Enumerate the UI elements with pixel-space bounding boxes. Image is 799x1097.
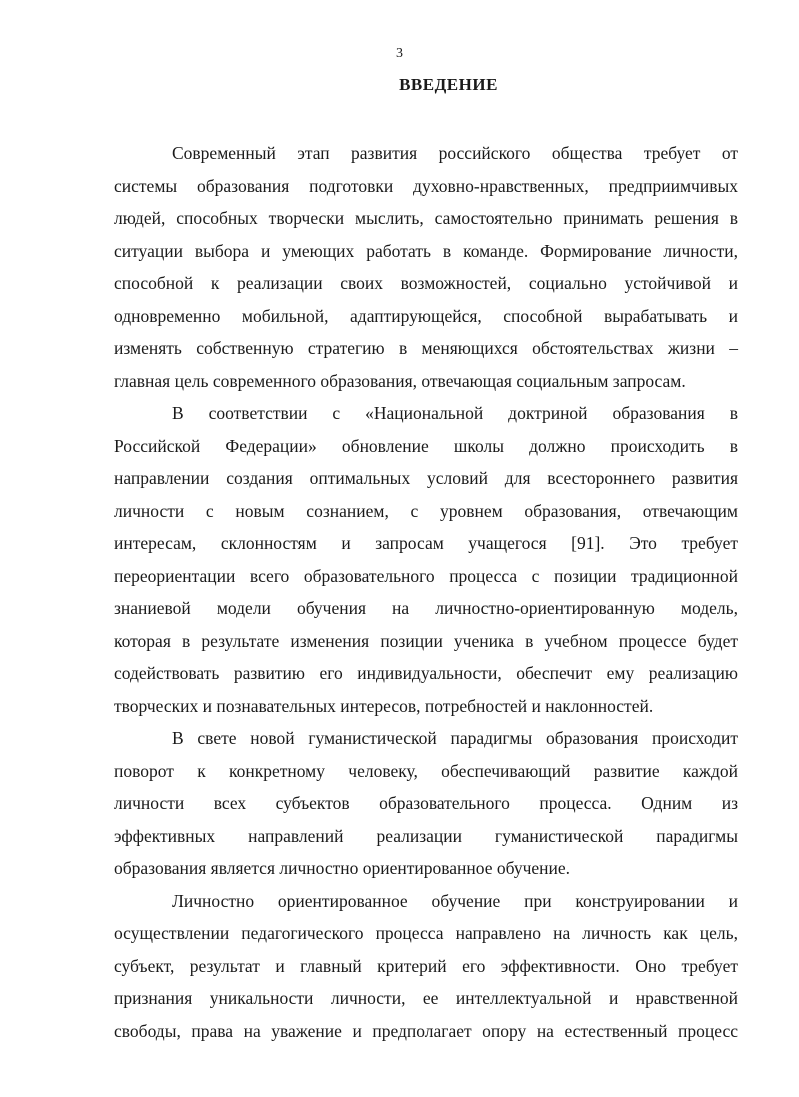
text-line: поворот к конкретному человеку, обеспечивающий развитие каждой	[114, 760, 738, 781]
text-line: ситуации выбора и умеющих работать в команде. Формирование личности,	[114, 240, 738, 261]
paragraph-3	[114, 722, 738, 885]
text-line: переориентации всего образовательного процесса с позиции традиционной	[114, 565, 738, 586]
text-line: образования является личностно ориентированное обучение.	[114, 858, 571, 878]
text-line: В свете новой гуманистической парадигмы образования происходит	[172, 728, 738, 748]
page-number: 3	[396, 46, 403, 61]
paragraph-4	[114, 885, 738, 1048]
text-line: Современный этап развития российского общества требует от	[172, 143, 738, 163]
text-line: которая в результате изменения позиции ученика в учебном процессе будет	[114, 630, 738, 651]
text-line: изменять собственную стратегию в меняющихся обстоятельствах жизни –	[114, 338, 738, 358]
text-line: людей, способных творчески мыслить, самостоятельно принимать решения в	[114, 208, 738, 228]
paragraph-1	[114, 137, 738, 397]
text-line: способной к реализации своих возможностей, социально устойчивой и	[114, 273, 738, 293]
text-line: содействовать развитию его индивидуальности, обеспечит ему реализацию	[114, 663, 738, 683]
text-line: личности с новым сознанием, с уровнем образования, отвечающим	[114, 500, 738, 521]
text-line: направлении создания оптимальных условий для всестороннего развития	[114, 468, 738, 488]
text-line: свободы, права на уважение и предполагает опору на естественный процесс	[114, 1020, 738, 1041]
text-line: творческих и познавательных интересов, потребностей и наклонностей.	[114, 695, 654, 716]
text-line: одновременно мобильной, адаптирующейся, способной вырабатывать и	[114, 305, 738, 326]
text-line: Российской Федерации» обновление школы должно происходить в	[114, 435, 738, 456]
text-line: знаниевой модели обучения на личностно-ориентированную модель,	[114, 598, 738, 618]
text-line: личности всех субъектов образовательного процесса. Одним из	[114, 793, 738, 813]
paragraph-2	[114, 397, 738, 722]
text-line: субъект, результат и главный критерий его эффективности. Оно требует	[114, 955, 738, 976]
section-heading: ВВЕДЕНИЕ	[399, 75, 498, 94]
body-text	[114, 137, 738, 1047]
text-line: системы образования подготовки духовно-нравственных, предприимчивых	[114, 175, 738, 196]
text-line: Личностно ориентированное обучение при конструировании и	[172, 890, 738, 911]
text-line: осуществлении педагогического процесса направлено на личность как цель,	[114, 923, 738, 943]
text-line: главная цель современного образования, отвечающая социальным запросам.	[114, 370, 686, 391]
text-line: В соответствии с «Национальной доктриной образования в	[172, 403, 738, 423]
text-line: признания уникальности личности, ее интеллектуальной и нравственной	[114, 988, 738, 1008]
text-line: интересам, склонностям и запросам учащегося [91]. Это требует	[114, 533, 738, 553]
text-line: эффективных направлений реализации гуманистической парадигмы	[114, 825, 738, 846]
